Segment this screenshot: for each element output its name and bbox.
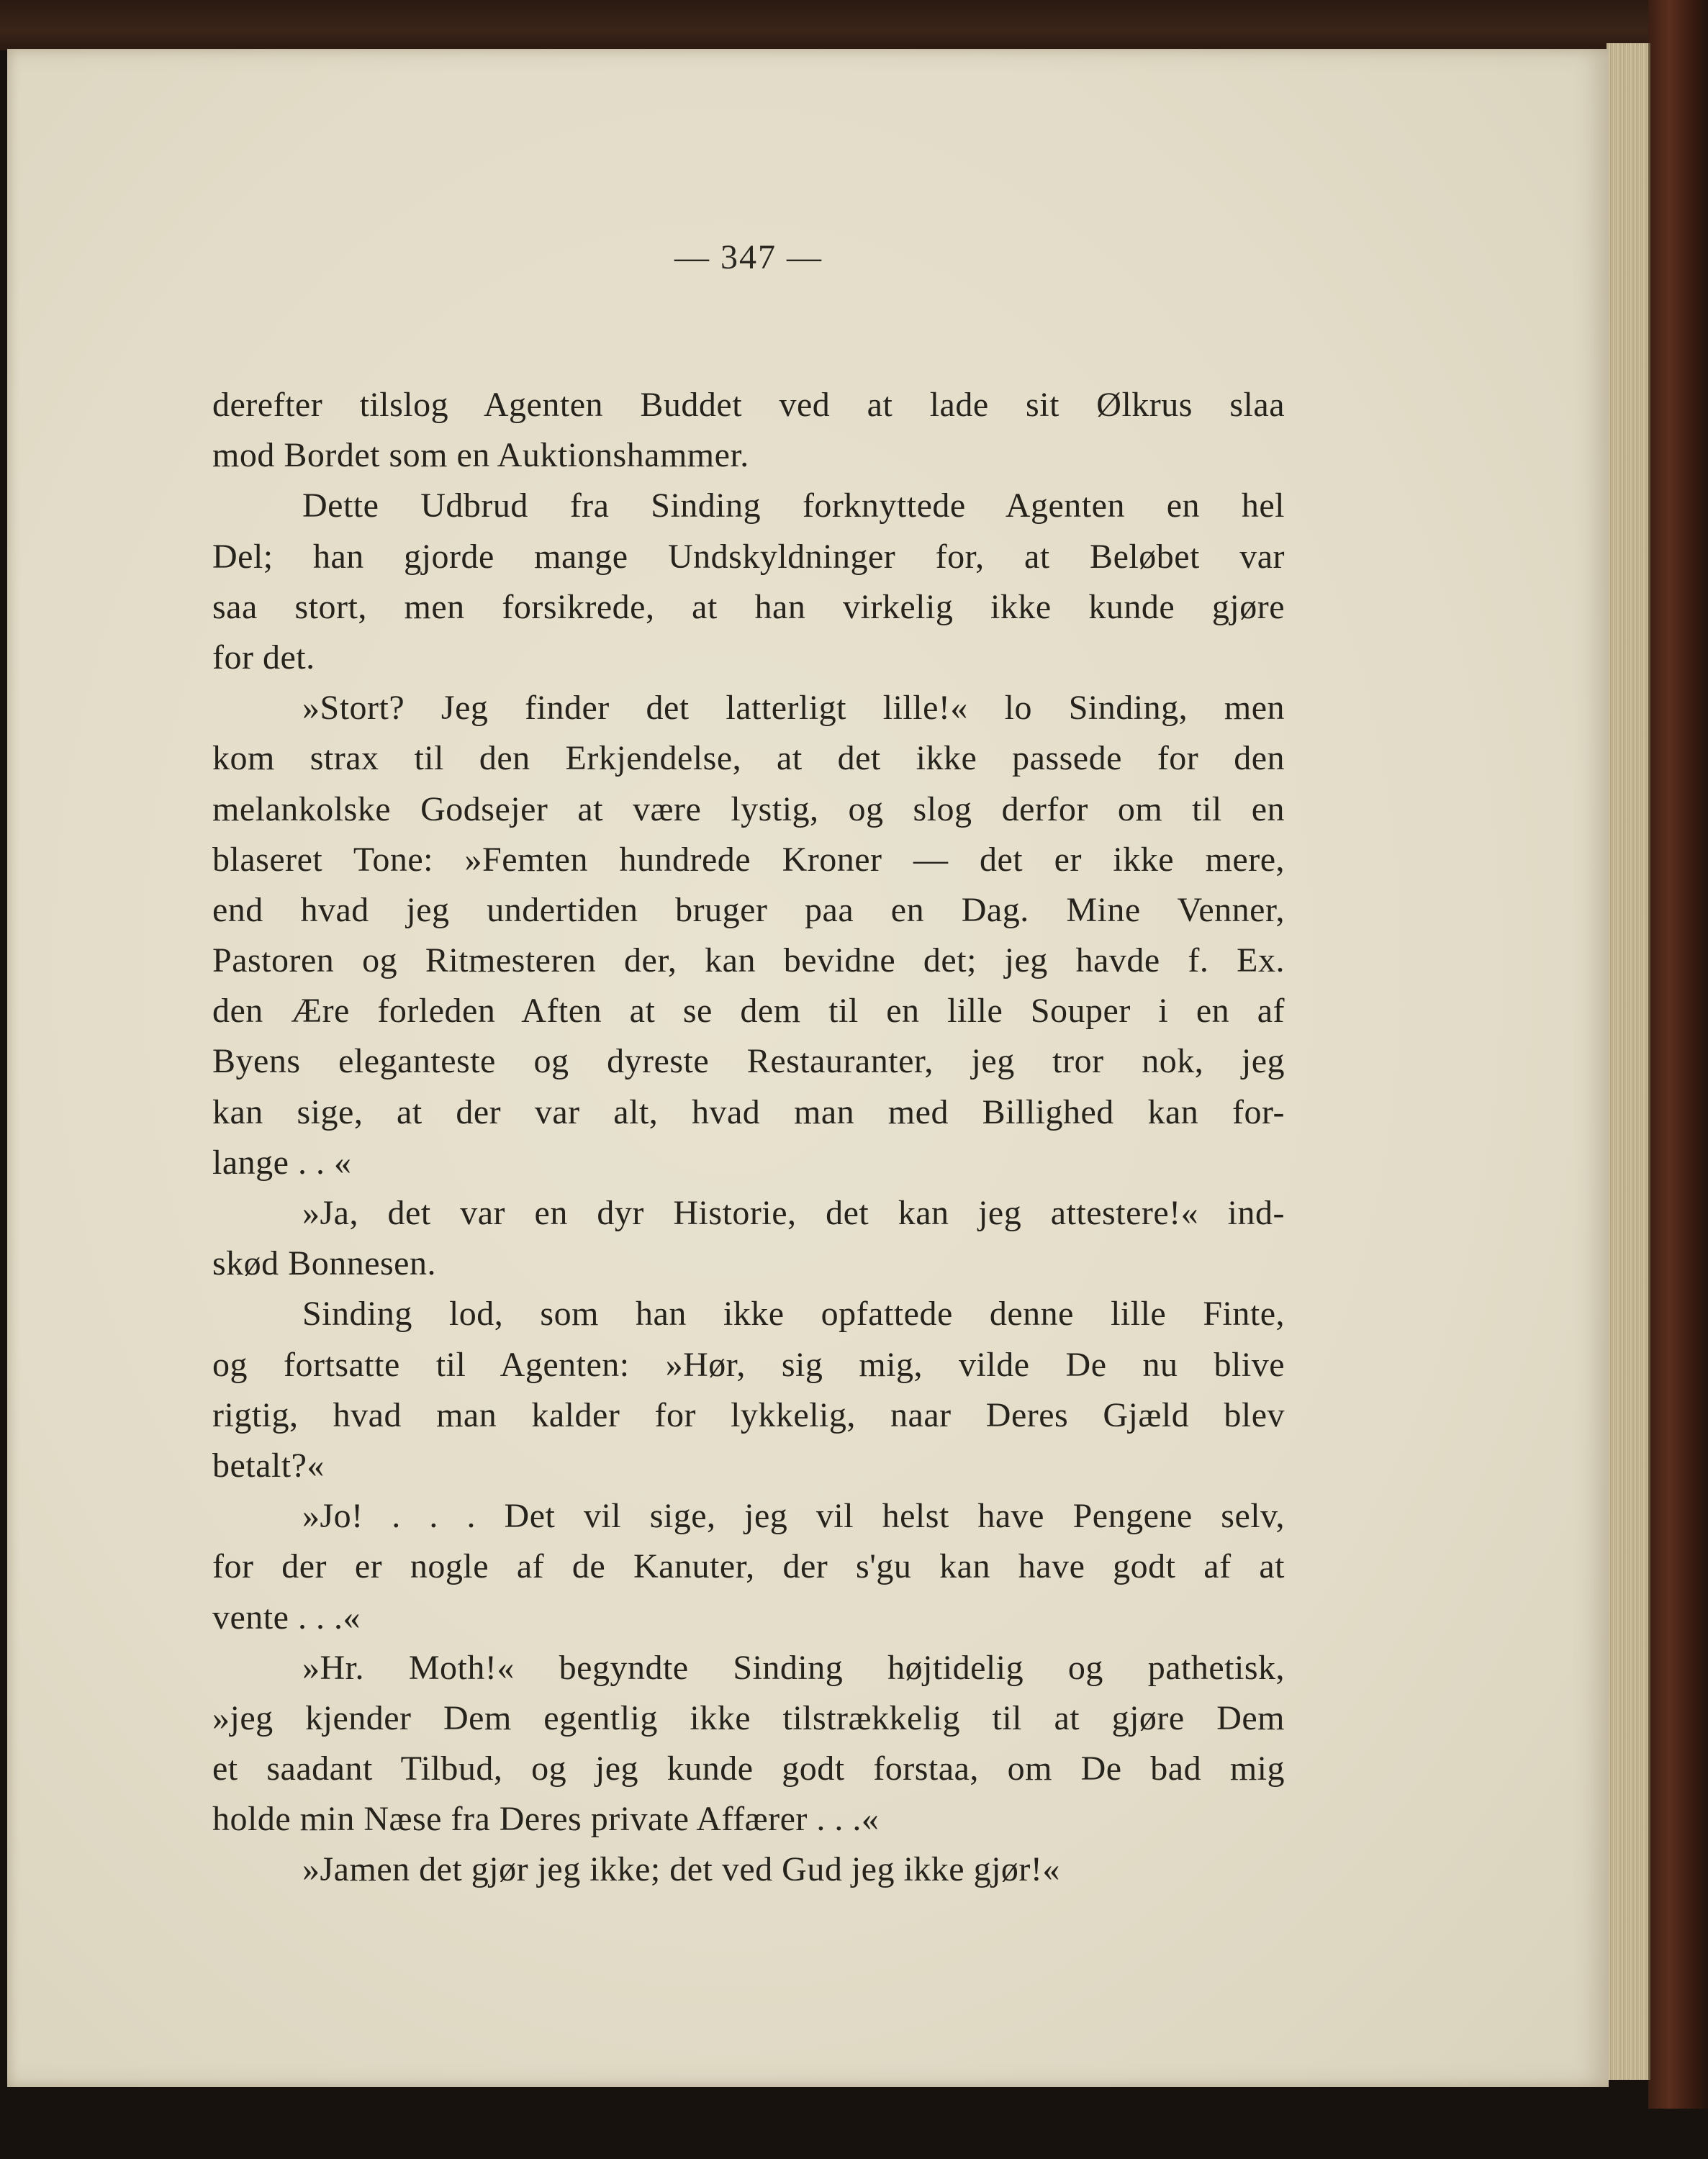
text-line: end hvad jeg undertiden bruger paa en Dag. Mine Venner, [212,890,1285,929]
text-line: kan sige, at der var alt, hvad man med Billighed kan for- [212,1092,1285,1131]
text-line: et saadant Tilbud, og jeg kunde godt forstaa, om De bad mig [212,1750,1285,1788]
text-line: betalt?« [212,1446,325,1485]
text-line: vente . . .« [212,1598,361,1637]
text-line: Byens eleganteste og dyreste Restauranter, jeg tror nok, jeg [212,1042,1285,1081]
text-line: Sinding lod, som han ikke opfattede denne lille Finte, [302,1295,1285,1334]
text-line: »jeg kjender Dem egentlig ikke tilstrækkelig til at gjøre Dem [212,1698,1285,1737]
body-text [212,380,1285,1896]
text-line: lange . . « [212,1143,352,1182]
text-line: Dette Udbrud fra Sinding forknyttede Agenten en hel [302,486,1285,525]
text-line: blaseret Tone: »Femten hundrede Kroner — det er ikke mere, [212,840,1285,879]
text-line: for det. [212,638,315,676]
text-line: Pastoren og Ritmesteren der, kan bevidne det; jeg havde f. Ex. [212,941,1285,980]
text-line: »Stort? Jeg finder det latterligt lille!« lo Sinding, men [302,689,1285,728]
text-line: den Ære forleden Aften at se dem til en lille Souper i en af [212,992,1285,1031]
page-number: — 347 — [674,238,823,276]
text-line: mod Bordet som en Auktionshammer. [212,436,749,475]
text-line: holde min Næse fra Deres private Affærer . . .« [212,1800,880,1839]
book-cover-right-edge [1648,0,1708,2109]
text-line: for der er nogle af de Kanuter, der s'gu kan have godt af at [212,1547,1285,1586]
text-line: »Hr. Moth!« begyndte Sinding højtidelig og pathetisk, [302,1648,1285,1687]
text-line: »Ja, det var en dyr Historie, det kan jeg attestere!« ind- [302,1194,1285,1232]
text-line: og fortsatte til Agenten: »Hør, sig mig, vilde De nu blive [212,1345,1285,1384]
text-line: melankolske Godsejer at være lystig, og slog derfor om til en [212,789,1285,828]
text-line: Del; han gjorde mange Undskyldninger for, at Beløbet var [212,537,1285,576]
text-line: »Jamen det gjør jeg ikke; det ved Gud jeg ikke gjør!« [302,1850,1060,1889]
text-line: »Jo! . . . Det vil sige, jeg vil helst have Pengene selv, [302,1497,1285,1536]
book-cover-top-edge [0,0,1708,50]
page-leaves-edge [1607,43,1650,2080]
text-line: skød Bonnesen. [212,1244,436,1283]
text-line: kom strax til den Erkjendelse, at det ikke passede for den [212,739,1285,778]
text-line: derefter tilslog Agenten Buddet ved at lade sit Ølkrus slaa [212,386,1285,424]
text-line: saa stort, men forsikrede, at han virkelig ikke kunde gjøre [212,587,1285,626]
text-line: rigtig, hvad man kalder for lykkelig, naar Deres Gjæld blev [212,1395,1285,1434]
book-page [7,49,1609,2087]
